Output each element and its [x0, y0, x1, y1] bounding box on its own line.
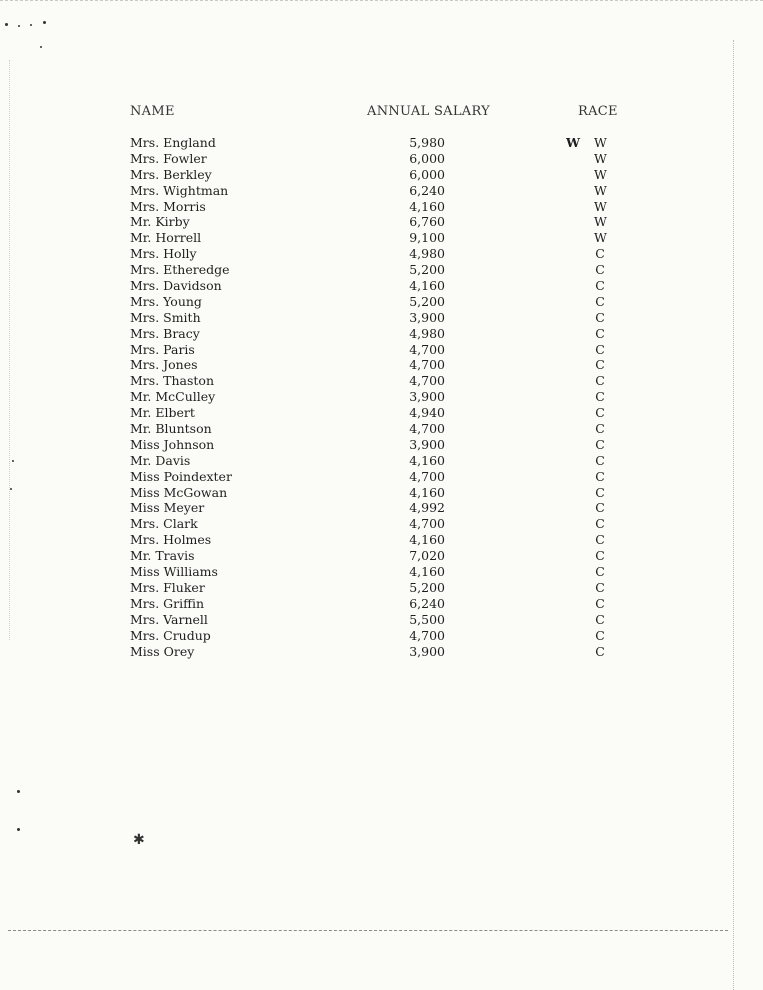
scan-speck — [43, 21, 46, 24]
table-row — [0, 342, 763, 358]
annual-salary: 4,700 — [409, 468, 445, 484]
annual-salary: 4,700 — [409, 627, 445, 643]
scan-speck — [5, 23, 8, 26]
race-code: C — [595, 643, 605, 659]
table-row — [0, 230, 763, 246]
table-row — [0, 373, 763, 389]
employee-name: Mrs. Fluker — [130, 579, 205, 595]
employee-name: Miss Johnson — [130, 436, 215, 452]
salary-table — [0, 135, 763, 659]
race-code: C — [595, 325, 605, 341]
annual-salary: 6,240 — [409, 182, 445, 198]
annual-salary: 3,900 — [409, 643, 445, 659]
annual-salary: 4,160 — [409, 278, 445, 294]
employee-name: Mrs. Clark — [130, 516, 198, 532]
scan-speck — [30, 24, 32, 26]
race-code: C — [595, 579, 605, 595]
annual-salary: 4,160 — [409, 198, 445, 214]
table-row — [0, 437, 763, 453]
race-code: C — [595, 357, 605, 373]
annual-salary: 4,160 — [409, 484, 445, 500]
table-row — [0, 469, 763, 485]
table-row — [0, 532, 763, 548]
column-header-annual-salary: ANNUAL SALARY — [367, 104, 491, 119]
table-row — [0, 612, 763, 628]
race-code: C — [595, 516, 605, 532]
annual-salary: 5,500 — [409, 611, 445, 627]
annual-salary: 4,160 — [409, 564, 445, 580]
annual-salary: 3,900 — [409, 389, 445, 405]
table-row — [0, 214, 763, 230]
annual-salary: 4,160 — [409, 452, 445, 468]
table-row — [0, 516, 763, 532]
employee-name: Miss Williams — [130, 564, 218, 580]
employee-name: Mrs. Griffin — [130, 595, 205, 611]
race-code: W — [594, 214, 607, 230]
ink-smudge: ✱ — [133, 832, 145, 848]
scan-speck — [17, 828, 20, 831]
table-row — [0, 326, 763, 342]
employee-name: Mrs. Young — [130, 293, 202, 309]
table-row — [0, 151, 763, 167]
table-row — [0, 294, 763, 310]
employee-name: Miss Orey — [130, 643, 195, 659]
annual-salary: 3,900 — [409, 309, 445, 325]
employee-name: Miss Poindexter — [130, 468, 232, 484]
race-code: W — [594, 182, 607, 198]
race-code: C — [595, 500, 605, 516]
race-code: C — [595, 278, 605, 294]
employee-name: Mr. Elbert — [130, 405, 195, 421]
employee-name: Mrs. Wightman — [130, 182, 229, 198]
race-code: C — [595, 341, 605, 357]
page-bottom-rule — [8, 930, 728, 931]
annual-salary: 4,992 — [409, 500, 445, 516]
table-row — [0, 135, 763, 151]
table-row — [0, 548, 763, 564]
table-row — [0, 405, 763, 421]
employee-name: Mr. Davis — [130, 452, 191, 468]
table-row — [0, 500, 763, 516]
annual-salary: 5,200 — [409, 262, 445, 278]
page-top-edge — [0, 0, 763, 1]
employee-name: Mrs. Smith — [130, 309, 201, 325]
employee-name: Mrs. Fowler — [130, 150, 207, 166]
annual-salary: 4,700 — [409, 373, 445, 389]
race-code: C — [595, 436, 605, 452]
annual-salary: 9,100 — [409, 230, 445, 246]
annual-salary: 6,000 — [409, 150, 445, 166]
race-code: C — [595, 405, 605, 421]
race-code: C — [595, 564, 605, 580]
race-code: C — [595, 484, 605, 500]
scan-speck — [17, 790, 20, 793]
race-mark: W — [566, 135, 581, 150]
race-code: C — [595, 389, 605, 405]
table-row — [0, 167, 763, 183]
annual-salary: 4,980 — [409, 325, 445, 341]
annual-salary: 4,700 — [409, 357, 445, 373]
employee-name: Mrs. England — [130, 135, 216, 150]
employee-name: Mrs. Holmes — [130, 532, 212, 548]
table-row — [0, 596, 763, 612]
employee-name: Mr. Horrell — [130, 230, 202, 246]
annual-salary: 4,160 — [409, 532, 445, 548]
race-code: C — [595, 246, 605, 262]
annual-salary: 4,980 — [409, 246, 445, 262]
race-code: C — [595, 293, 605, 309]
employee-name: Mrs. Crudup — [130, 627, 211, 643]
annual-salary: 4,700 — [409, 516, 445, 532]
table-row — [0, 357, 763, 373]
employee-name: Mr. Kirby — [130, 214, 190, 230]
employee-name: Mr. Travis — [130, 548, 195, 564]
race-code: C — [595, 262, 605, 278]
annual-salary: 5,200 — [409, 579, 445, 595]
race-code: C — [595, 595, 605, 611]
race-code: C — [595, 452, 605, 468]
race-code: C — [595, 421, 605, 437]
column-header-name: NAME — [130, 104, 175, 119]
annual-salary: 3,900 — [409, 436, 445, 452]
column-header-race: RACE — [578, 104, 618, 119]
race-code: W — [594, 198, 607, 214]
table-row — [0, 485, 763, 501]
race-code: C — [595, 468, 605, 484]
race-code: C — [595, 611, 605, 627]
table-row — [0, 564, 763, 580]
employee-name: Mrs. Etheredge — [130, 262, 230, 278]
employee-name: Mrs. Bracy — [130, 325, 200, 341]
table-row — [0, 199, 763, 215]
annual-salary: 7,020 — [409, 548, 445, 564]
employee-name: Mr. McCulley — [130, 389, 216, 405]
race-code: W — [594, 230, 607, 246]
race-code: C — [595, 373, 605, 389]
table-row — [0, 310, 763, 326]
employee-name: Mrs. Paris — [130, 341, 195, 357]
table-row — [0, 278, 763, 294]
employee-name: Mrs. Davidson — [130, 278, 222, 294]
employee-name: Mrs. Morris — [130, 198, 206, 214]
table-row — [0, 183, 763, 199]
annual-salary: 5,200 — [409, 293, 445, 309]
employee-name: Mrs. Jones — [130, 357, 198, 373]
annual-salary: 6,000 — [409, 166, 445, 182]
race-code: W — [594, 135, 607, 150]
table-row — [0, 389, 763, 405]
annual-salary: 5,980 — [409, 135, 445, 150]
table-row — [0, 246, 763, 262]
table-row — [0, 580, 763, 596]
table-row — [0, 421, 763, 437]
employee-name: Mrs. Thaston — [130, 373, 214, 389]
race-code: C — [595, 548, 605, 564]
race-code: C — [595, 309, 605, 325]
annual-salary: 6,760 — [409, 214, 445, 230]
employee-name: Miss Meyer — [130, 500, 205, 516]
employee-name: Mr. Bluntson — [130, 421, 212, 437]
employee-name: Mrs. Berkley — [130, 166, 212, 182]
annual-salary: 4,940 — [409, 405, 445, 421]
table-row — [0, 453, 763, 469]
table-row — [0, 262, 763, 278]
annual-salary: 4,700 — [409, 341, 445, 357]
race-code: W — [594, 150, 607, 166]
scan-speck — [40, 46, 42, 48]
annual-salary: 4,700 — [409, 421, 445, 437]
employee-name: Mrs. Varnell — [130, 611, 208, 627]
employee-name: Miss McGowan — [130, 484, 228, 500]
employee-name: Mrs. Holly — [130, 246, 197, 262]
race-code: C — [595, 627, 605, 643]
scan-speck — [18, 25, 20, 27]
race-code: W — [594, 166, 607, 182]
table-row — [0, 644, 763, 660]
annual-salary: 6,240 — [409, 595, 445, 611]
table-row — [0, 628, 763, 644]
race-code: C — [595, 532, 605, 548]
